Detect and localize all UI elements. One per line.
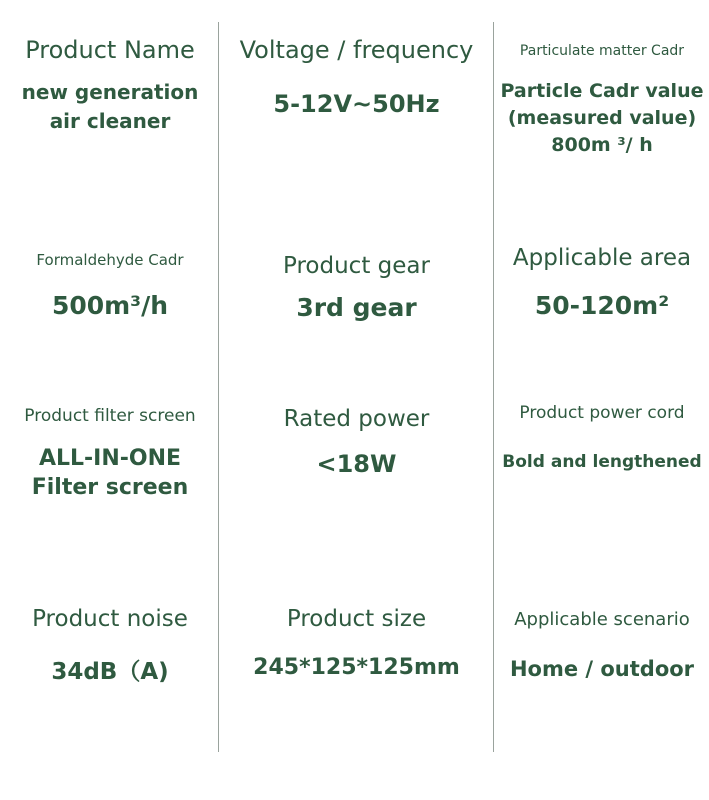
spec-label: Rated power [283, 406, 430, 432]
spec-value: Bold and lengthened [502, 452, 702, 472]
spec-label: Voltage / frequency [239, 36, 474, 64]
spec-label: Particulate matter Cadr [519, 43, 685, 59]
spec-value-line: air cleaner [49, 109, 171, 133]
spec-label: Product power cord [519, 403, 685, 423]
spec-value-line: Filter screen [31, 475, 189, 500]
spec-filter-screen [0, 406, 220, 502]
spec-voltage-frequency [220, 36, 493, 118]
spec-label: Product filter screen [24, 406, 196, 426]
spec-power-cord [495, 403, 709, 472]
spec-value: Home / outdoor [509, 657, 695, 681]
spec-value [495, 78, 709, 159]
column-divider-right [493, 22, 494, 752]
spec-formaldehyde-cadr [0, 251, 220, 320]
spec-value: 500m³/h [51, 291, 169, 320]
spec-value [0, 444, 220, 502]
spec-value: 34dB（A) [51, 659, 169, 685]
spec-product-size [220, 606, 493, 680]
spec-value: <18W [316, 450, 397, 478]
spec-label: Product noise [32, 606, 188, 632]
spec-value: 50-120m² [534, 291, 670, 320]
spec-label: Applicable scenario [514, 609, 690, 630]
spec-value-line: new generation [21, 80, 199, 104]
spec-value: 5-12V~50Hz [273, 90, 440, 118]
spec-particulate-cadr [495, 43, 709, 159]
spec-value-line: Particle Cadr value [500, 80, 704, 102]
spec-value [0, 78, 220, 136]
spec-value-line: (measured value) [507, 107, 697, 129]
spec-product-gear [220, 253, 493, 322]
spec-label: Formaldehyde Cadr [36, 251, 184, 269]
spec-product-noise [0, 606, 220, 686]
spec-rated-power [220, 406, 493, 478]
spec-label: Product gear [283, 253, 430, 279]
spec-label: Product Name [25, 36, 195, 64]
spec-product-name [0, 36, 220, 136]
spec-applicable-area [495, 245, 709, 320]
spec-applicable-scenario [495, 609, 709, 681]
spec-value-line: ALL-IN-ONE [38, 446, 182, 471]
spec-value: 3rd gear [296, 293, 417, 322]
spec-label: Applicable area [512, 245, 692, 271]
spec-value-line: 800m ³/ h [551, 134, 653, 156]
spec-label: Product size [286, 606, 427, 632]
spec-value: 245*125*125mm [253, 655, 460, 680]
